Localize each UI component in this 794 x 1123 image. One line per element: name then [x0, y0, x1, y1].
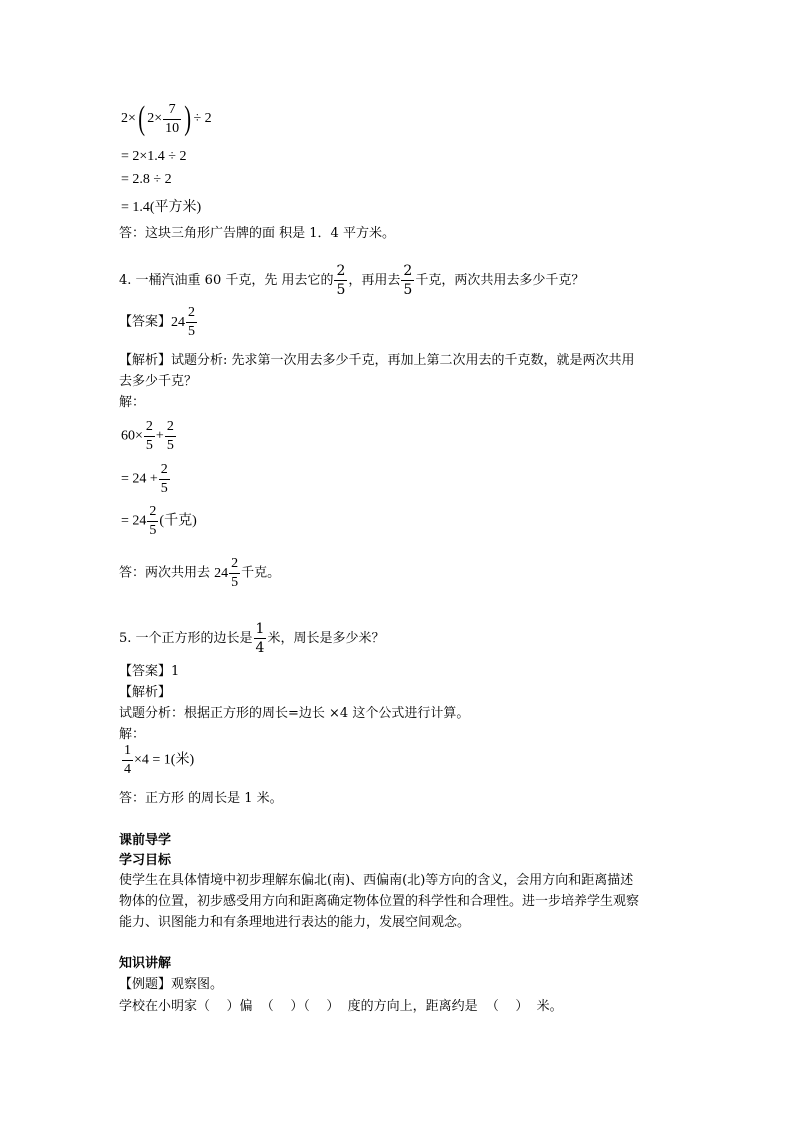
q4-step-2: = 24 + $\frac{2}{5}$	[121, 462, 168, 496]
example-label: 【例题】观察图。	[119, 977, 224, 992]
q4-final: 答：两次共用去 24 $\frac{2}{5}$ 千克。	[119, 556, 281, 590]
q5-analysis-label: 【解析】	[119, 685, 172, 700]
q4-jie: 解：	[119, 395, 146, 410]
q4-step-1: 60× $\frac{2}{5}$ + $\frac{2}{5}$	[121, 419, 174, 453]
q4-step1-fraction-2: $\frac{2}{5}$	[166, 419, 174, 453]
q4-fraction-2: $\frac{2}{5}$	[403, 263, 413, 298]
q4-analysis-2: 去多少千克？	[119, 374, 198, 389]
answer-sec3: 答：这块三角形广告牌的面 积是 1．4 平方米。	[119, 226, 395, 241]
q5-equation: $\frac{1}{4}$ ×4 = 1(米)	[124, 743, 195, 777]
q4-answer-fraction: $\frac{2}{5}$	[188, 305, 196, 339]
eq1-b: 2×	[147, 111, 163, 127]
preview-heading: 课前导学	[119, 833, 172, 848]
fraction-7-10: $\frac{7}{10}$	[165, 101, 180, 136]
goal-line-2: 物体的位置，初步感受用方向和距离确定物体位置的科学性和合理性。进一步培养学生观察	[119, 894, 640, 909]
q4-post: 千克，两次共用去多少千克？	[415, 273, 585, 288]
q5-final: 答：正方形 的周长是 1 米。	[119, 791, 283, 806]
q4-step3-fraction: $\frac{2}{5}$	[149, 504, 157, 538]
q5-analysis: 试题分析：根据正方形的周长=边长 ×4 这个公式进行计算。	[119, 706, 470, 721]
q4-stem	[119, 264, 584, 297]
q4-answer-whole: 24	[171, 314, 186, 330]
eq1-c: ÷ 2	[193, 111, 212, 127]
eq-line-4: = 1.4(平方米)	[121, 200, 202, 215]
example-question: 学校在小明家（ ）偏 （ ）（ ） 度的方向上，距离约是 （ ） 米。	[119, 999, 563, 1014]
q4-answer-label: 【答案】	[119, 314, 172, 330]
q4-pre: 4. 一桶汽油重 60 千克，先 用去它的	[119, 273, 334, 288]
q5-stem: 5. 一个正方形的边长是 $\frac{1}{4}$ 米，周长是多少米？	[119, 621, 385, 656]
q4-answer	[119, 306, 198, 339]
eq-line-3: = 2.8 ÷ 2	[121, 172, 172, 187]
q4-analysis: 【解析】试题分析: 先求第一次用去多少千克，再加上第二次用去的千克数，就是两次共用	[119, 353, 635, 368]
q5-jie: 解：	[119, 727, 146, 742]
eq1-a: 2×	[121, 111, 136, 127]
eq-line-1: 2×( 2× $\frac{7}{10}$ ) ÷ 2	[121, 100, 212, 137]
q5-eq-fraction: $\frac{1}{4}$	[124, 743, 131, 777]
q4-final-fraction: $\frac{2}{5}$	[231, 556, 239, 590]
goal-line-3: 能力、识图能力和有条理地进行表达的能力，发展空间观念。	[119, 915, 471, 930]
goal-heading: 学习目标	[119, 853, 172, 868]
eq-line-2: = 2×1.4 ÷ 2	[121, 149, 187, 164]
q5-answer: 【答案】1	[119, 664, 180, 679]
knowledge-heading: 知识讲解	[119, 956, 172, 971]
q4-mid: ，再用去	[348, 273, 401, 288]
q5-fraction: $\frac{1}{4}$	[255, 621, 265, 656]
q4-step2-fraction: $\frac{2}{5}$	[160, 462, 168, 496]
q4-fraction-1: $\frac{2}{5}$	[336, 263, 346, 298]
q4-step1-fraction-1: $\frac{2}{5}$	[145, 419, 153, 453]
goal-line-1: 使学生在具体情境中初步理解东偏北(南)、西偏南(北)等方向的含义，会用方向和距离描述	[119, 873, 634, 888]
q4-step-3: = 24 $\frac{2}{5}$ (千克)	[121, 504, 197, 538]
